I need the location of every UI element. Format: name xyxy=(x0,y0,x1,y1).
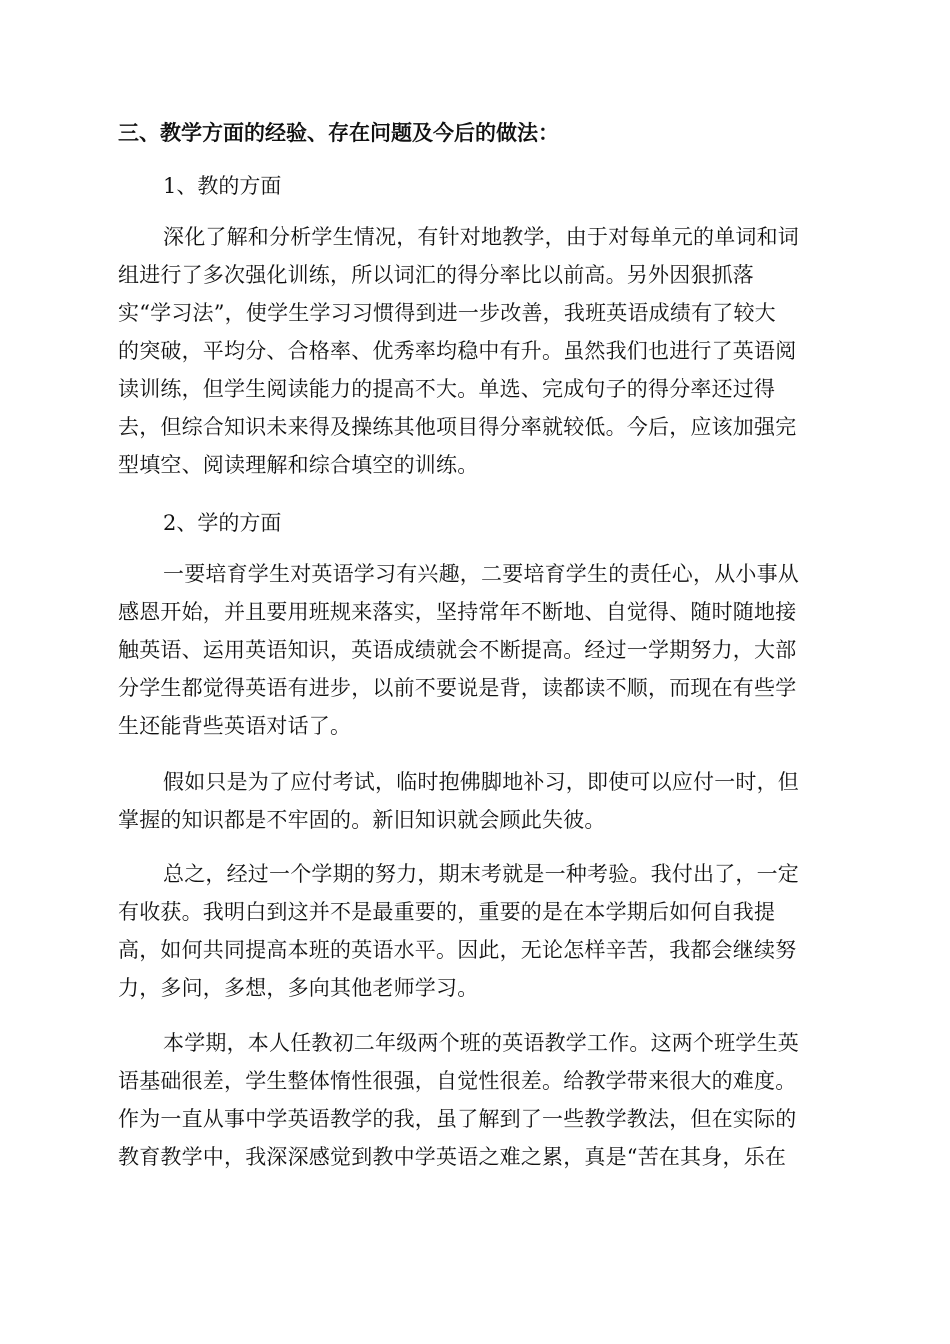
paragraph-line: 有收获。我明白到这并不是最重要的，重要的是在本学期后如何自我提 xyxy=(118,900,776,924)
paragraph-line: 本学期，本人任教初二年级两个班的英语教学工作。这两个班学生英 xyxy=(163,1031,799,1055)
paragraph-line: 的突破，平均分、合格率、优秀率均稳中有升。虽然我们也进行了英语阅 xyxy=(118,339,797,363)
paragraph-teaching-aspect xyxy=(118,218,834,484)
paragraph-line: 型填空、阅读理解和综合填空的训练。 xyxy=(118,453,479,477)
paragraph-line: 掌握的知识都是不牢固的。新旧知识就会顾此失彼。 xyxy=(118,808,606,832)
paragraph-line: 语基础很差，学生整体惰性很强，自觉性很差。给教学带来很大的难度。 xyxy=(118,1069,797,1093)
paragraph-line: 力，多问，多想，多向其他老师学习。 xyxy=(118,976,479,1000)
paragraph-line: 触英语、运用英语知识，英语成绩就会不断提高。经过一学期努力，大部 xyxy=(118,638,797,662)
paragraph-learning-aspect xyxy=(118,555,834,745)
paragraph-line: 感恩开始，并且要用班规来落实，坚持常年不断地、自觉得、随时随地接 xyxy=(118,600,797,624)
subsection-title-teaching: 1、教的方面 xyxy=(163,174,282,198)
paragraph-line: 作为一直从事中学英语教学的我，虽了解到了一些教学教法，但在实际的 xyxy=(118,1107,797,1131)
paragraph-line: 实“学习法”，使学生学习习惯得到进一步改善，我班英语成绩有了较大 xyxy=(118,301,776,325)
paragraph-line: 教育教学中，我深深感觉到教中学英语之难之累，真是“苦在其身，乐在 xyxy=(118,1145,787,1169)
paragraph-line: 去，但综合知识未来得及操练其他项目得分率就较低。今后，应该加强完 xyxy=(118,415,797,439)
section-heading: 三、教学方面的经验、存在问题及今后的做法： xyxy=(118,120,559,145)
subsection-title-learning: 2、学的方面 xyxy=(163,511,282,535)
paragraph-semester-overview xyxy=(118,1024,834,1176)
paragraph-line: 分学生都觉得英语有进步，以前不要说是背，读都读不顺，而现在有些学 xyxy=(118,676,797,700)
paragraph-line: 高，如何共同提高本班的英语水平。因此，无论怎样辛苦，我都会继续努 xyxy=(118,938,797,962)
paragraph-line: 一要培育学生对英语学习有兴趣，二要培育学生的责任心，从小事从 xyxy=(163,562,799,586)
paragraph-line: 假如只是为了应付考试，临时抱佛脚地补习，即使可以应付一时，但 xyxy=(163,770,799,794)
paragraph-line: 生还能背些英语对话了。 xyxy=(118,714,352,738)
paragraph-line: 深化了解和分析学生情况，有针对地教学，由于对每单元的单词和词 xyxy=(163,225,799,249)
paragraph-exam-cramming xyxy=(118,763,834,839)
paragraph-line: 读训练，但学生阅读能力的提高不大。单选、完成句子的得分率还过得 xyxy=(118,377,776,401)
paragraph-summary xyxy=(118,855,834,1007)
paragraph-line: 组进行了多次强化训练，所以词汇的得分率比以前高。另外因狠抓落 xyxy=(118,263,754,287)
paragraph-line: 总之，经过一个学期的努力，期末考就是一种考验。我付出了，一定 xyxy=(163,862,799,886)
